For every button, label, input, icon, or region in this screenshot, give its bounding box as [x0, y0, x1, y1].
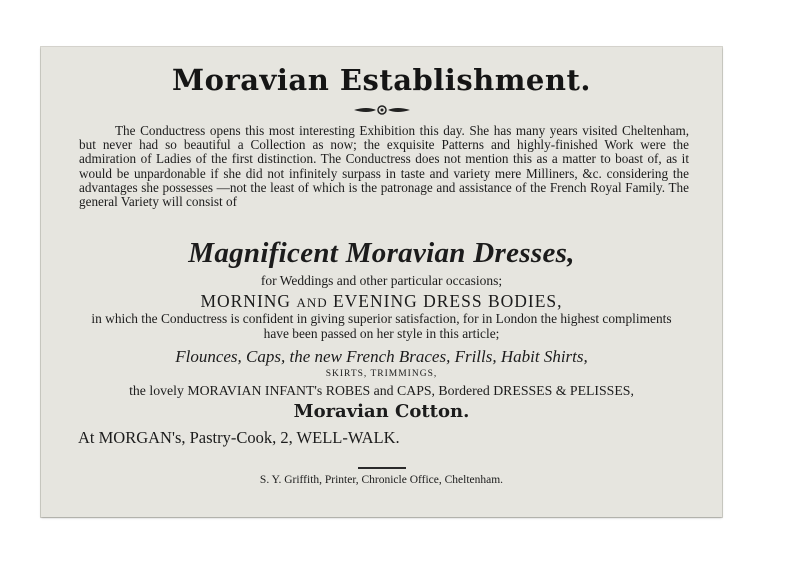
morning-evening-line — [41, 291, 722, 312]
infant-line: the lovely MORAVIAN INFANT's ROBES and CAPS, Bordered DRESSES & PELISSES, — [129, 383, 634, 398]
moravian-cotton-heading: Moravian Cotton. — [293, 401, 470, 422]
weddings-line: for Weddings and other particular occasions; — [260, 273, 503, 288]
headline-dresses: Magnificent Moravian Dresses, — [188, 237, 575, 269]
trade-card — [41, 47, 722, 517]
intro-paragraph: The Conductress opens this most interesting Exhibition this day. She has many years visited Cheltenham, but never had so beautiful a Collection as now; the exquisite Patterns and highly-finished Work were the admiration of Ladies of the first distinction. The Conductress does not mention this as a matter to boast of, as it would be unpardonable if she did not infinitely surpass in taste and variety mere Milliners, &c. considering the advantages she possesses —not the least of which is the patronage and assistance of the French Royal Family. The general Variety will consist of — [79, 123, 689, 210]
card-title: Moravian Establishment. — [172, 63, 591, 97]
skirts-line: SKIRTS, TRIMMINGS, — [325, 369, 438, 379]
printer-imprint: S. Y. Griffith, Printer, Chronicle Office, Cheltenham. — [259, 474, 504, 486]
divider-rule — [358, 467, 406, 469]
satisfaction-text: in which the Conductress is confident in giving superior satisfaction, for in London the highest compliments have been passed on her style in this article; — [91, 311, 672, 341]
and-word: AND — [296, 295, 328, 310]
flounces-line: Flounces, Caps, the new French Braces, Frills, Habit Shirts, — [175, 347, 588, 366]
dress-bodies-word: DRESS BODIES, — [423, 291, 563, 311]
morning-word: MORNING — [200, 291, 292, 311]
evening-word: EVENING — [332, 291, 418, 311]
ornament-divider-icon — [352, 104, 412, 116]
address-line: At MORGAN's, Pastry-Cook, 2, WELL-WALK. — [78, 428, 400, 447]
